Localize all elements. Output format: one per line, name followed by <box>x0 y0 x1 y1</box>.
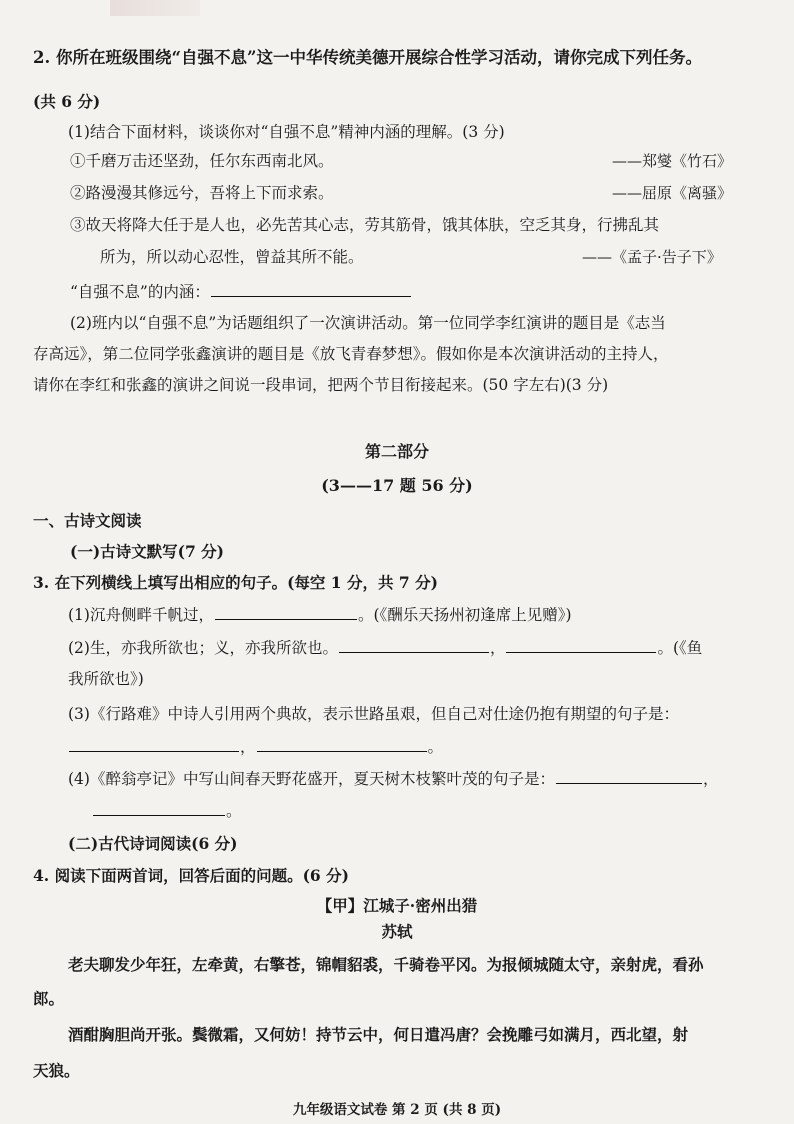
q2-sub2-line1: (2)班内以“自强不息”为话题组织了一次演讲活动。第一位同学李红演讲的题目是《志当 <box>70 314 666 332</box>
q3-item-2-blank-2[interactable] <box>506 638 656 653</box>
q3-item-1-blank[interactable] <box>215 605 357 620</box>
q3-item-2-blank-1[interactable] <box>339 638 489 653</box>
paper-stain <box>110 0 200 16</box>
q3-item-1-source: 。(《酬乐天扬州初逢席上见赠》) <box>357 606 572 624</box>
q3-item-4-prompt: (4)《醉翁亭记》中写山间春天野花盛开，夏天树木枝繁叶茂的句子是： <box>68 770 555 788</box>
part2-title: 第二部分 <box>364 442 429 461</box>
q4-stem: 4. 阅读下面两首词，回答后面的问题。(6 分) <box>33 866 349 885</box>
subsection-b-heading: (二)古代诗词阅读(6 分) <box>68 834 238 853</box>
q3-item-1 <box>68 605 572 625</box>
q2-material-1-source: ——郑燮《竹石》 <box>612 152 733 170</box>
q2-material-3-line1: ③故天将降大任于是人也，必先苦其心志，劳其筋骨，饿其体肤，空乏其身，行拂乱其 <box>70 216 660 234</box>
page-footer: 九年级语文试卷 第 2 页 (共 8 页) <box>292 1102 502 1118</box>
q2-material-2: ②路漫漫其修远兮，吾将上下而求索。 <box>70 184 334 202</box>
q2-sub1: (1)结合下面材料，谈谈你对“自强不息”精神内涵的理解。(3 分) <box>68 123 505 141</box>
q3-item-1-prompt: (1)沉舟侧畔千帆过， <box>68 606 214 624</box>
q3-item-4 <box>68 769 718 789</box>
q2-material-3-source: ——《孟子·告子下》 <box>582 248 722 266</box>
q3-item-4-period: 。 <box>226 802 242 820</box>
poem-author: 苏轼 <box>381 922 413 941</box>
poem-stanza-2-line2: 天狼。 <box>33 1061 80 1080</box>
q3-item-2-prompt: (2)生，亦我所欲也；义，亦我所欲也。 <box>68 639 338 657</box>
q3-item-4-blank-2[interactable] <box>93 801 225 816</box>
poem-stanza-2-line1: 酒酣胸胆尚开张。鬓微霜，又何妨！持节云中，何日遣冯唐？会挽雕弓如满月，西北望，射 <box>68 1025 689 1044</box>
q3-item-3-blank-2[interactable] <box>257 737 427 752</box>
q3-item-3-blank-1[interactable] <box>69 737 239 752</box>
q3-item-4-line2 <box>92 801 242 821</box>
q2-meaning-row <box>70 282 412 302</box>
q2-sub2-line3: 请你在李红和张鑫的演讲之间说一段串词，把两个节目衔接起来。(50 字左右)(3 分) <box>33 376 609 394</box>
q3-item-2 <box>68 638 702 658</box>
q3-item-4-blank-1[interactable] <box>556 769 702 784</box>
poem-stanza-1-line1: 老夫聊发少年狂，左牵黄，右擎苍，锦帽貂裘，千骑卷平冈。为报倾城随太守，亲射虎，看孙 <box>68 955 704 974</box>
part2-range: (3——17 题 56 分) <box>321 476 473 495</box>
q3-stem: 3. 在下列横线上填写出相应的句子。(每空 1 分，共 7 分) <box>33 573 438 592</box>
q3-item-3-comma: ， <box>240 738 256 756</box>
q2-material-3-line2: 所为，所以动心忍性，曾益其所不能。 <box>100 248 364 266</box>
q3-item-2-line2: 我所欲也》) <box>68 670 144 688</box>
section-1-heading: 一、古诗文阅读 <box>33 511 142 530</box>
q3-item-4-comma: ， <box>702 770 719 788</box>
q2-stem-line2: (共 6 分) <box>33 92 101 111</box>
q2-material-2-source: ——屈原《离骚》 <box>612 184 733 202</box>
q3-item-3: (3)《行路难》中诗人引用两个典故，表示世路虽艰，但自己对仕途仍抱有期望的句子是： <box>68 705 679 723</box>
q2-sub2-line2: 存高远》，第二位同学张鑫演讲的题目是《放飞青春梦想》。假如你是本次演讲活动的主持人， <box>33 345 669 363</box>
q3-item-3-period: 。 <box>427 738 444 756</box>
q3-item-2-comma: ， <box>489 639 506 657</box>
q2-material-1: ①千磨万击还坚劲，任尔东西南北风。 <box>70 152 334 170</box>
poem-title: 【甲】江城子·密州出猎 <box>316 896 478 915</box>
q3-item-3-answers <box>68 737 443 757</box>
poem-stanza-1-line2: 郎。 <box>33 989 65 1008</box>
subsection-a-heading: (一)古诗文默写(7 分) <box>70 542 225 561</box>
q2-stem-line1: 2. 你所在班级围绕“自强不息”这一中华传统美德开展综合性学习活动，请你完成下列任务。 <box>33 48 702 67</box>
meaning-answer-blank[interactable] <box>211 282 411 297</box>
meaning-label: “自强不息”的内涵： <box>70 283 210 301</box>
q3-item-2-source: 。(《鱼 <box>657 639 703 657</box>
